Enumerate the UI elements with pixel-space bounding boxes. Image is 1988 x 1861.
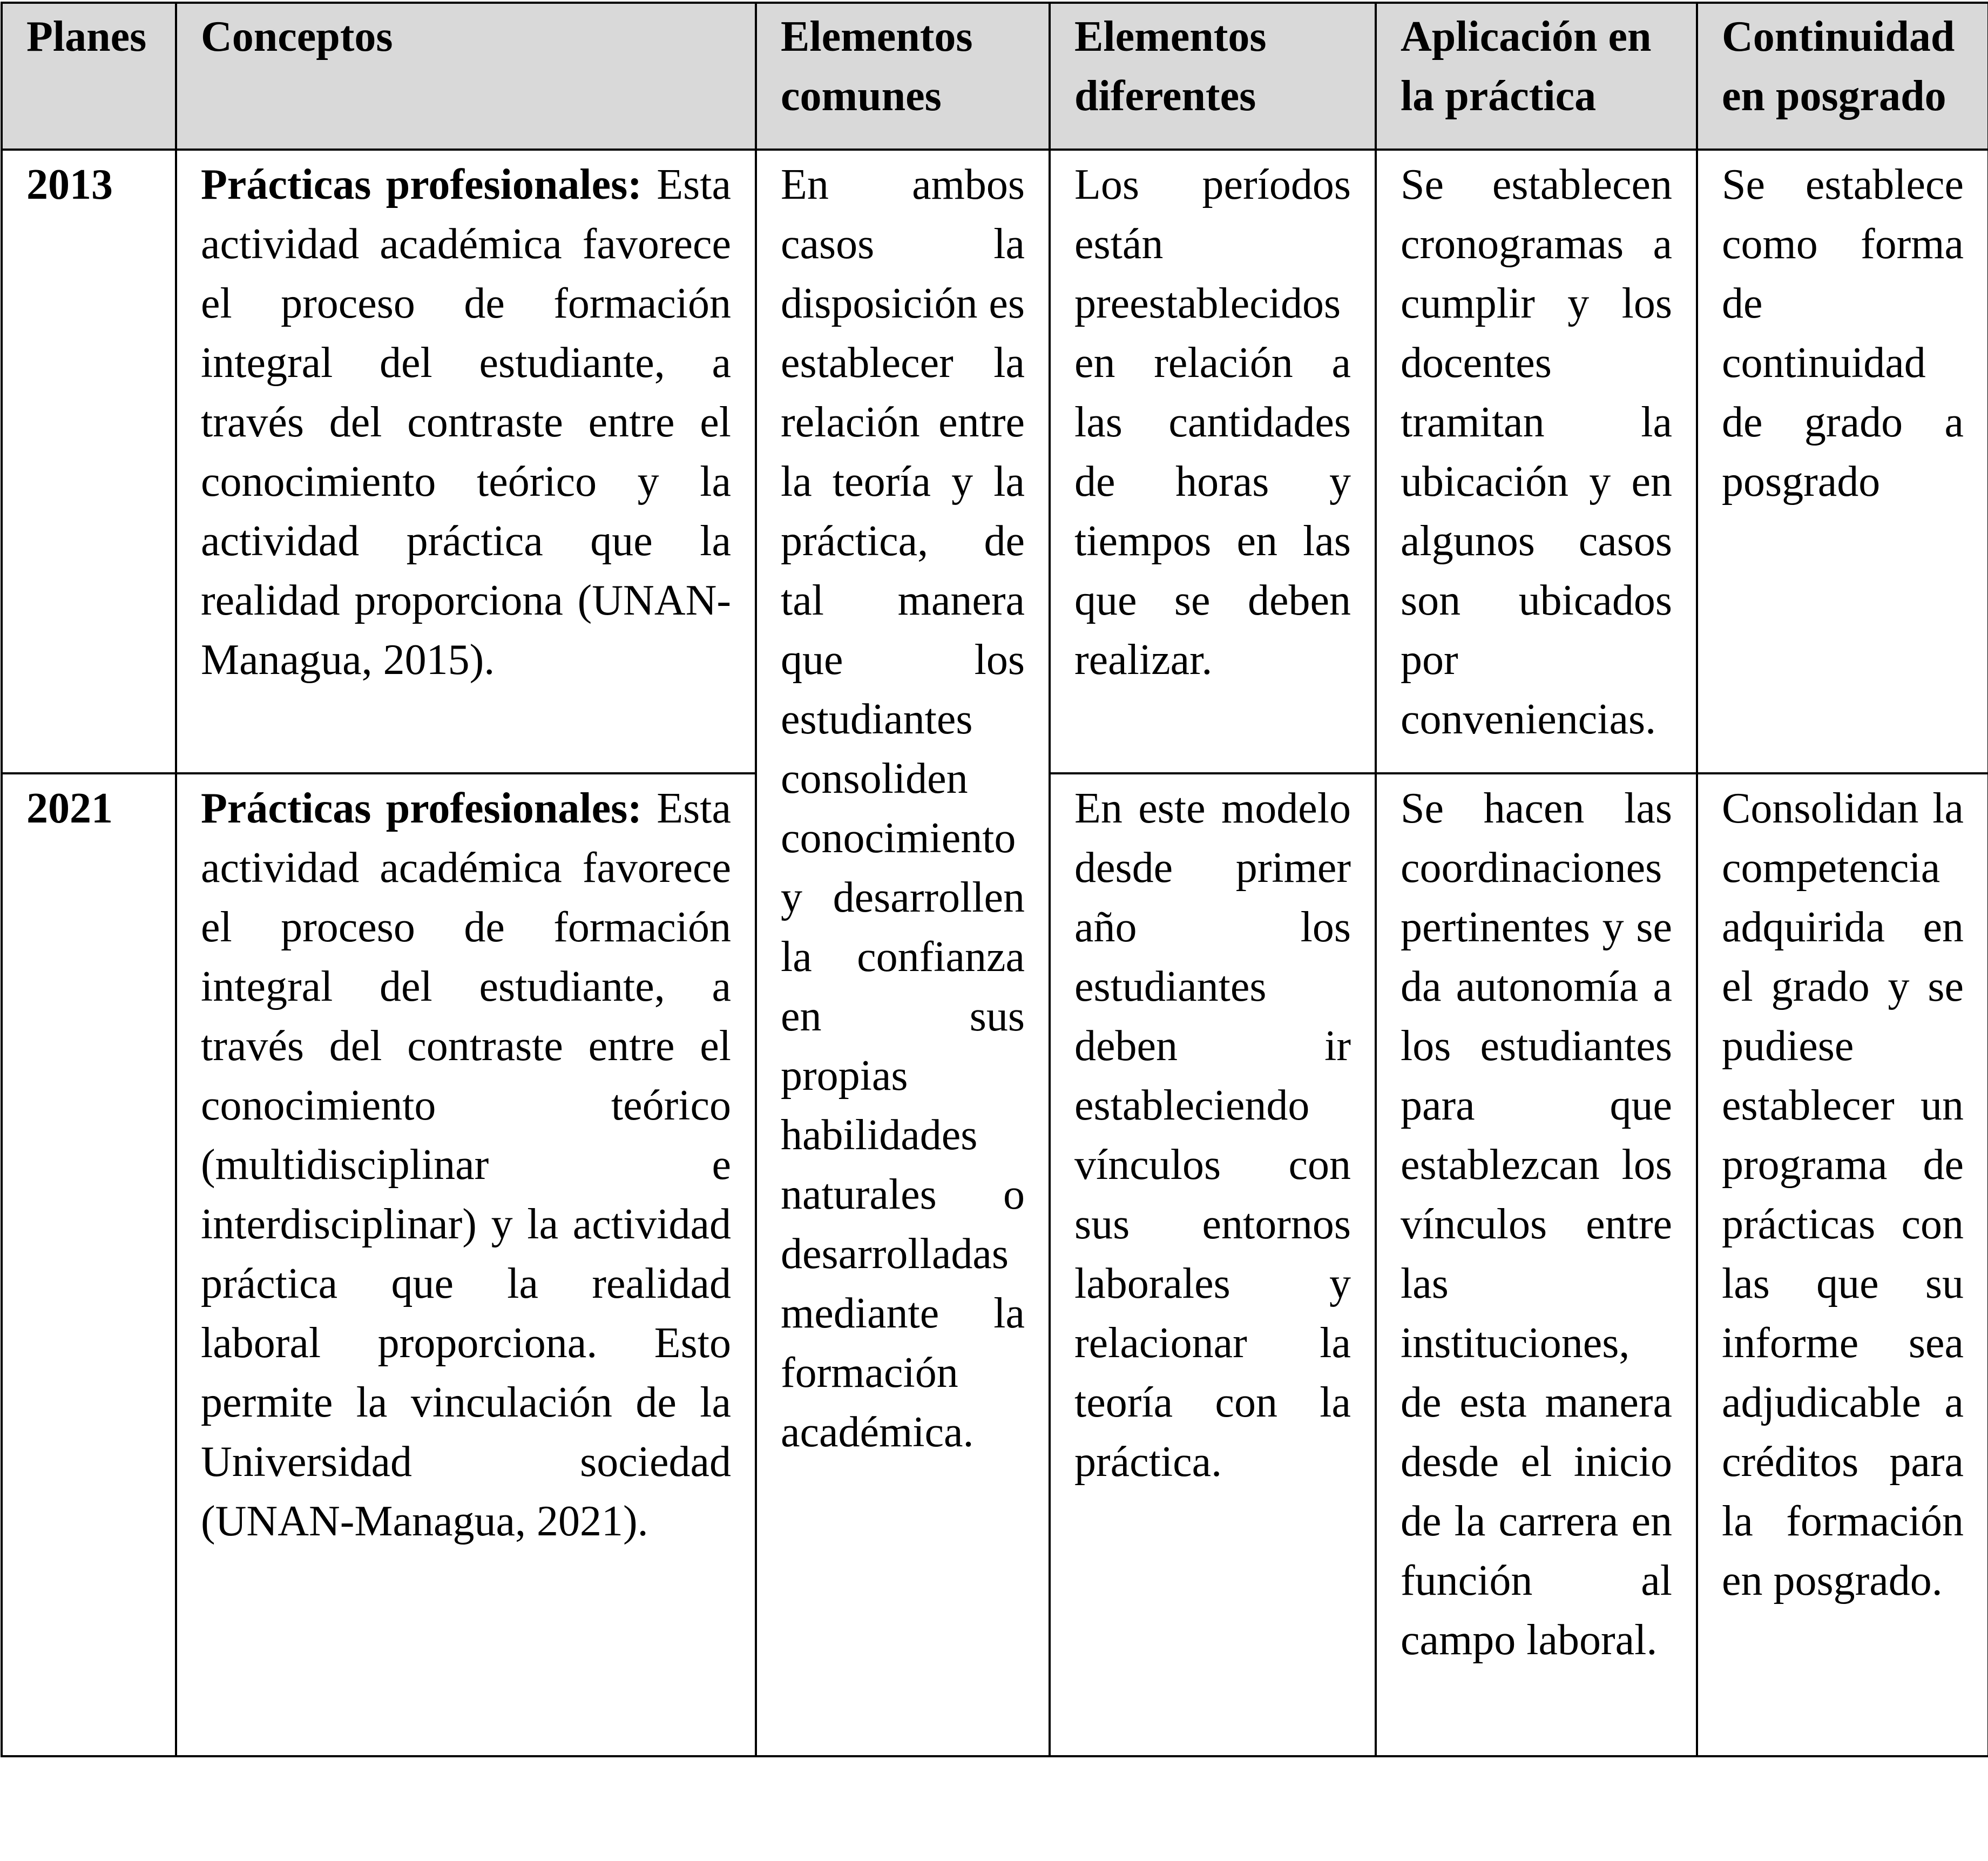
concept-label: Prácticas profesionales:: [201, 161, 642, 208]
header-conceptos: Conceptos: [176, 3, 756, 150]
continuity-cell: Consolidan la competencia adquirida en el grado y se pudiese establecer un programa de prácticas con las que su informe sea adjudicable a créditos para la formación en posgrado.: [1697, 773, 1988, 1756]
concept-cell: [176, 773, 756, 1756]
concept-cell: [176, 150, 756, 773]
continuity-cell: Se establece como forma de continuidad de grado a posgrado: [1697, 150, 1988, 773]
plan-year-cell: 2021: [2, 773, 176, 1756]
concept-label: Prácticas profesionales:: [201, 785, 642, 832]
header-aplicacion: Aplicación en la práctica: [1376, 3, 1697, 150]
application-cell: Se establecen cronogramas a cumplir y los docentes tramitan la ubicación y en algunos casos son ubicados por conveniencias.: [1376, 150, 1697, 773]
plan-year-cell: 2013: [2, 150, 176, 773]
table-row-2013: [2, 150, 1988, 773]
comparison-table: [1, 2, 1988, 1757]
concept-text: Esta actividad académica favorece el proceso de formación integral del estudiante, a través del contraste entre el conocimiento teórico y la actividad práctica que la realidad proporciona (UNAN-Managua, 2015).: [201, 161, 731, 684]
header-elementos-comunes: Elementos comunes: [756, 3, 1050, 150]
different-elements-cell: Los períodos están preestablecidos en relación a las cantidades de horas y tiempos en las que se deben realizar.: [1050, 150, 1376, 773]
header-row: [2, 3, 1988, 150]
application-cell: Se hacen las coordinaciones pertinentes y se da autonomía a los estudiantes para que establezcan los vínculos entre las instituciones, de esta manera desde el inicio de la carrera en función al campo laboral.: [1376, 773, 1697, 1756]
common-elements-cell: En ambos casos la disposición es establecer la relación entre la teoría y la práctica, de tal manera que los estudiantes consoliden conocimiento y desarrollen la confianza en sus propias habilidades naturales o desarrolladas mediante la formación académica.: [756, 150, 1050, 1756]
header-continuidad: Continuidad en posgrado: [1697, 3, 1988, 150]
header-elementos-diferentes: Elementos diferentes: [1050, 3, 1376, 150]
different-elements-cell: En este modelo desde primer año los estudiantes deben ir estableciendo vínculos con sus entornos laborales y relacionar la teoría con la práctica.: [1050, 773, 1376, 1756]
concept-text: Esta actividad académica favorece el proceso de formación integral del estudiante, a través del contraste entre el conocimiento teórico (multidisciplinar e interdisciplinar) y la actividad práctica que la realidad laboral proporciona. Esto permite la vinculación de la Universidad sociedad (UNAN-Managua, 2021).: [201, 785, 731, 1545]
header-planes: Planes: [2, 3, 176, 150]
